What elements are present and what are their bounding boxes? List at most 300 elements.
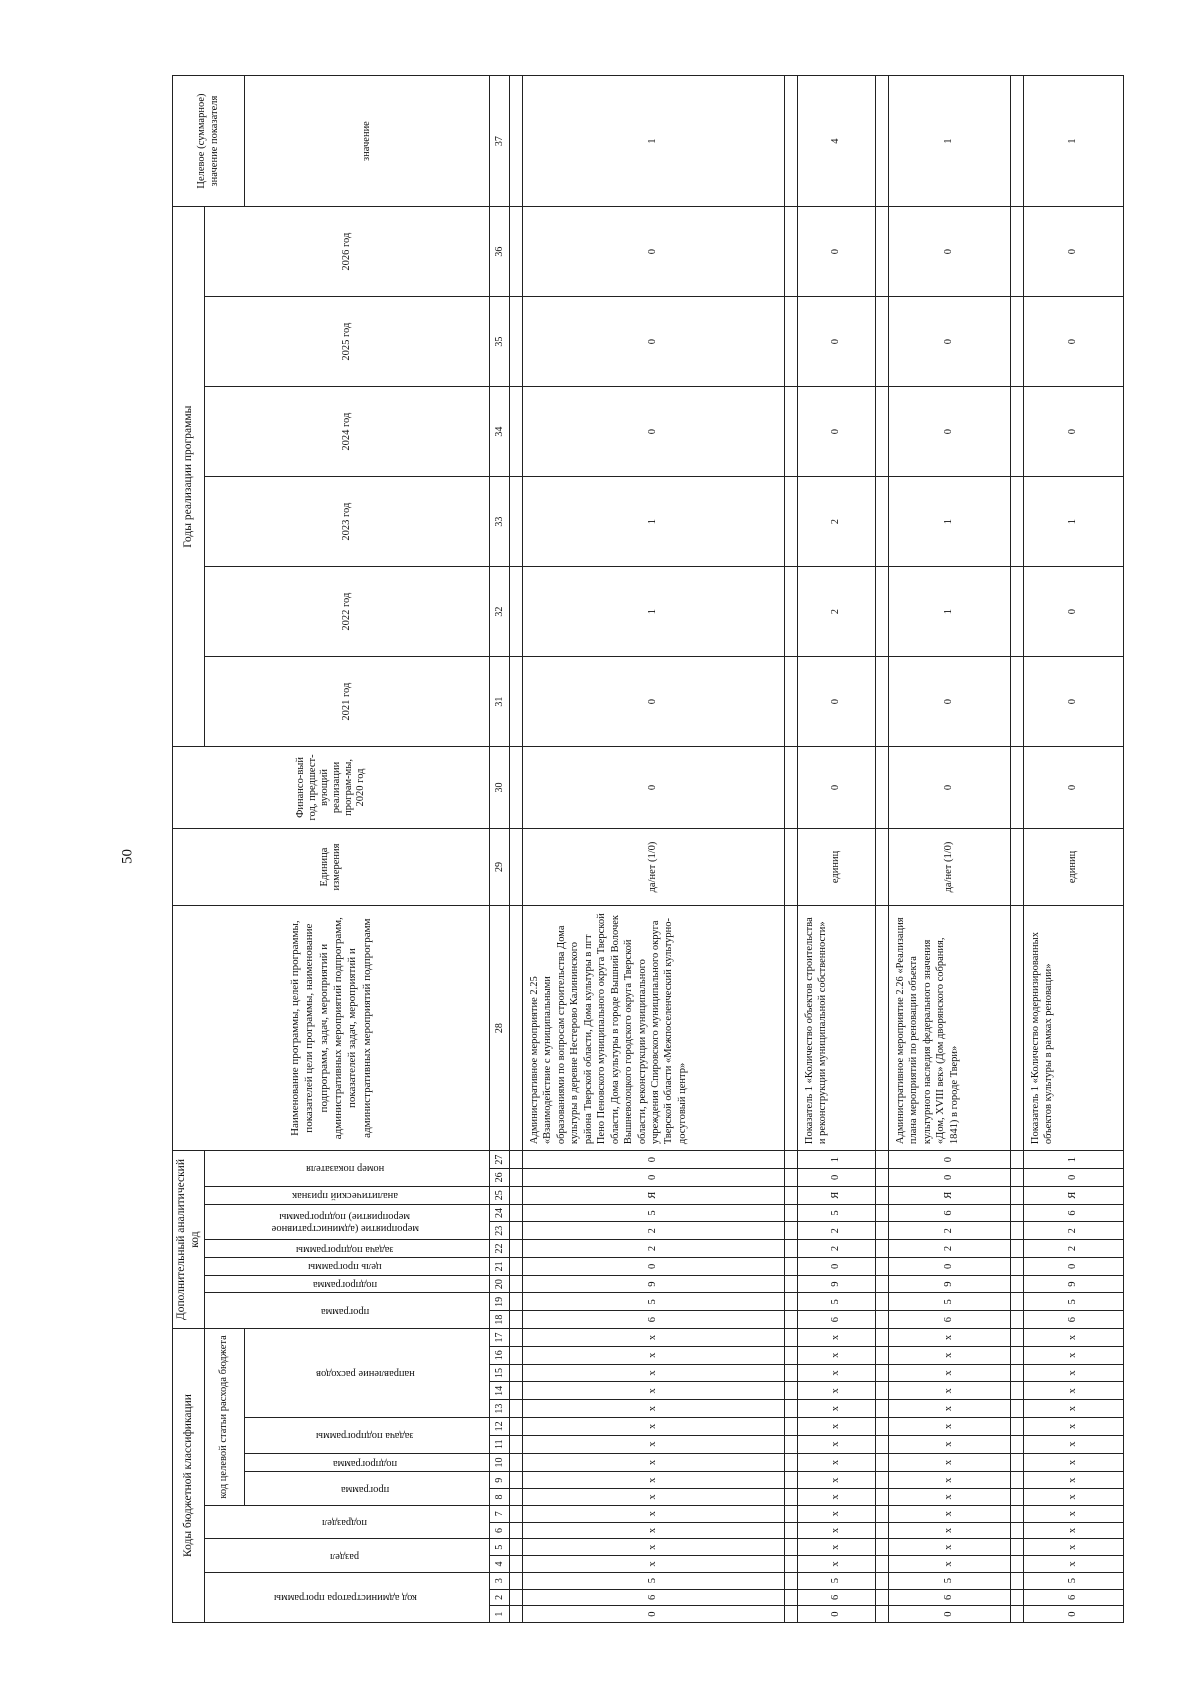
empty-cell [510, 747, 523, 829]
code-cell: x [1024, 1489, 1124, 1506]
empty-cell [1011, 1606, 1024, 1623]
code-cell: x [523, 1505, 785, 1522]
column-number: 31 [490, 657, 510, 747]
subprogram-header: подпрограмма [312, 1279, 378, 1291]
empty-cell [510, 1364, 523, 1382]
value-cell: 1 [523, 76, 785, 207]
value-cell: 0 [889, 747, 1011, 829]
empty-cell [1011, 657, 1024, 747]
target-value-header: значение [245, 76, 490, 207]
empty-cell [510, 1472, 523, 1489]
empty-cell [876, 1489, 889, 1506]
empty-cell [510, 76, 523, 207]
code-cell: 6 [798, 1311, 876, 1329]
empty-cell [876, 207, 889, 297]
value-cell: 0 [889, 207, 1011, 297]
code-cell: x [798, 1329, 876, 1347]
code-cell: x [1024, 1453, 1124, 1472]
code-cell: Я [798, 1186, 876, 1204]
empty-cell [1011, 828, 1024, 905]
code-cell: x [523, 1435, 785, 1453]
empty-cell [785, 1400, 798, 1418]
value-cell: 0 [523, 657, 785, 747]
code-cell: x [798, 1453, 876, 1472]
code-cell: 2 [1024, 1222, 1124, 1240]
column-number: 22 [490, 1240, 510, 1258]
code-cell: 9 [889, 1275, 1011, 1293]
value-cell: 2 [798, 477, 876, 567]
column-number: 25 [490, 1186, 510, 1204]
empty-cell [1011, 1489, 1024, 1506]
code-cell: 6 [1024, 1204, 1124, 1222]
code-cell: x [1024, 1364, 1124, 1382]
column-number: 5 [490, 1539, 510, 1556]
empty-cell [1011, 1151, 1024, 1169]
code-cell: x [523, 1556, 785, 1573]
code-cell: Я [1024, 1186, 1124, 1204]
empty-cell [876, 76, 889, 207]
empty-cell [1011, 1346, 1024, 1364]
empty-cell [785, 1489, 798, 1506]
empty-cell [785, 1169, 798, 1187]
value-cell: 1 [889, 76, 1011, 207]
code-cell: x [798, 1556, 876, 1573]
empty-cell [1011, 477, 1024, 567]
column-number: 10 [490, 1453, 510, 1472]
code-cell: x [889, 1453, 1011, 1472]
code-cell: 2 [798, 1240, 876, 1258]
empty-cell [785, 207, 798, 297]
empty-cell [510, 1539, 523, 1556]
empty-cell [510, 1204, 523, 1222]
code-cell: x [798, 1472, 876, 1489]
target-group-header: Целевое (суммарное) значение показателя [173, 76, 245, 207]
code-cell: 5 [798, 1204, 876, 1222]
empty-cell [1011, 1572, 1024, 1589]
empty-cell [876, 297, 889, 387]
code-cell: x [523, 1346, 785, 1364]
empty-cell [1011, 297, 1024, 387]
code-cell: x [1024, 1522, 1124, 1539]
code-cell: 0 [889, 1257, 1011, 1275]
empty-cell [785, 1222, 798, 1240]
code-cell: x [889, 1346, 1011, 1364]
unit-cell: единиц [1024, 828, 1124, 905]
empty-cell [510, 1606, 523, 1623]
item-name-cell: Административное мероприятие 2.26 «Реализация плана мероприятий по реновации объекта культурного наследия федерального значения «Дом, XVIII век» (Дом дворянского собрания, 1841) в городе Твери» [889, 906, 1011, 1151]
empty-cell [1011, 1453, 1024, 1472]
empty-cell [1011, 1364, 1024, 1382]
napravlenie-header: направление расходов [315, 1368, 415, 1380]
budget-codes-header: Коды бюджетной классификации [173, 1329, 205, 1623]
code-cell: 2 [889, 1240, 1011, 1258]
program-goal-header: цель программы [308, 1261, 382, 1273]
code-cell: 1 [1024, 1151, 1124, 1169]
code-cell: x [523, 1329, 785, 1347]
column-numbers-row [490, 76, 510, 1623]
empty-cell [510, 1400, 523, 1418]
value-cell: 0 [1024, 747, 1124, 829]
column-number: 24 [490, 1204, 510, 1222]
empty-cell [510, 207, 523, 297]
empty-cell [785, 1311, 798, 1329]
empty-cell [510, 1169, 523, 1187]
empty-cell [876, 1169, 889, 1187]
code-cell: x [889, 1329, 1011, 1347]
column-number: 35 [490, 297, 510, 387]
code-cell: 6 [523, 1311, 785, 1329]
empty-cell [510, 567, 523, 657]
empty-cell [510, 1522, 523, 1539]
column-number: 7 [490, 1505, 510, 1522]
empty-cell [1011, 1222, 1024, 1240]
empty-cell [876, 1418, 889, 1436]
code-cell: x [798, 1400, 876, 1418]
code-cell: 9 [798, 1275, 876, 1293]
empty-cell [876, 1539, 889, 1556]
value-cell: 1 [1024, 76, 1124, 207]
empty-cell [510, 1275, 523, 1293]
empty-cell [1011, 1257, 1024, 1275]
code-cell: x [889, 1400, 1011, 1418]
code-cell: 6 [523, 1589, 785, 1606]
empty-cell [510, 1257, 523, 1275]
empty-cell [510, 1589, 523, 1606]
value-cell: 1 [1024, 477, 1124, 567]
year-2024-header: 2024 год [205, 387, 490, 477]
column-number: 27 [490, 1151, 510, 1169]
empty-cell [876, 828, 889, 905]
empty-cell [1011, 747, 1024, 829]
code-cell: 6 [889, 1589, 1011, 1606]
empty-cell [510, 1418, 523, 1436]
column-number: 13 [490, 1400, 510, 1418]
empty-cell [785, 1505, 798, 1522]
years-group-header: Годы реализации программы [173, 207, 205, 747]
empty-cell [1011, 1556, 1024, 1573]
item-name-cell: Показатель 1 «Количество модернизированных объектов культуры в рамках реновации» [1024, 906, 1124, 1151]
column-number: 19 [490, 1293, 510, 1311]
code-cell: x [1024, 1435, 1124, 1453]
empty-cell [785, 828, 798, 905]
empty-cell [785, 297, 798, 387]
empty-cell [785, 1472, 798, 1489]
value-cell: 0 [798, 387, 876, 477]
empty-cell [510, 1186, 523, 1204]
empty-cell [785, 387, 798, 477]
column-number: 29 [490, 828, 510, 905]
empty-cell [876, 1505, 889, 1522]
unit-cell: да/нет (1/0) [889, 828, 1011, 905]
empty-cell [785, 1293, 798, 1311]
empty-cell [876, 1240, 889, 1258]
table-row [523, 76, 785, 1623]
value-cell: 0 [798, 207, 876, 297]
code-cell: 5 [889, 1293, 1011, 1311]
year-2022-header: 2022 год [205, 567, 490, 657]
code-cell: 0 [1024, 1257, 1124, 1275]
code-cell: 2 [523, 1222, 785, 1240]
empty-cell [510, 1572, 523, 1589]
empty-cell [876, 1522, 889, 1539]
code-cell: 0 [889, 1606, 1011, 1623]
empty-cell [876, 567, 889, 657]
code-cell: 5 [523, 1293, 785, 1311]
value-cell: 1 [523, 477, 785, 567]
unit-cell: да/нет (1/0) [523, 828, 785, 905]
table-row [889, 76, 1011, 1623]
code-cell: x [798, 1505, 876, 1522]
row-separator [785, 76, 798, 1623]
analytic-sign-header: аналитический признак [291, 1190, 398, 1202]
code-cell: x [523, 1382, 785, 1400]
empty-cell [876, 1556, 889, 1573]
code-cell: x [1024, 1556, 1124, 1573]
empty-cell [1011, 1418, 1024, 1436]
value-cell: 0 [1024, 567, 1124, 657]
value-cell: 0 [889, 657, 1011, 747]
empty-cell [876, 1572, 889, 1589]
column-number: 33 [490, 477, 510, 567]
code-cell: x [798, 1418, 876, 1436]
empty-cell [876, 1293, 889, 1311]
code-cell: x [889, 1522, 1011, 1539]
code-cell: x [523, 1418, 785, 1436]
code-cell: x [523, 1489, 785, 1506]
code-cell: 6 [889, 1311, 1011, 1329]
program-header: программа [320, 1305, 370, 1317]
empty-cell [510, 828, 523, 905]
empty-cell [510, 387, 523, 477]
empty-cell [785, 1186, 798, 1204]
empty-cell [876, 1329, 889, 1347]
column-number: 3 [490, 1572, 510, 1589]
empty-cell [510, 1505, 523, 1522]
empty-cell [785, 1539, 798, 1556]
indicator-table [172, 75, 1124, 1623]
code-cell: x [1024, 1346, 1124, 1364]
code-cell: 0 [889, 1151, 1011, 1169]
code-cell: x [798, 1346, 876, 1364]
code-cell: 5 [1024, 1293, 1124, 1311]
empty-cell [785, 1606, 798, 1623]
empty-cell [876, 1589, 889, 1606]
code-cell: x [889, 1364, 1011, 1382]
subprogram-task-header: задача подпрограммы [296, 1243, 394, 1255]
code-cell: x [798, 1522, 876, 1539]
item-name-cell: Показатель 1 «Количество объектов строительства и реконструкции муниципальной собственности» [798, 906, 876, 1151]
column-number: 28 [490, 906, 510, 1151]
empty-cell [785, 747, 798, 829]
target-article-header: код целевой статьи расхода бюджета [205, 1329, 245, 1506]
event-header: мероприятие (административное мероприятие) подпрограммы [271, 1210, 419, 1234]
admin-code-header: код администратора программы [273, 1592, 417, 1604]
empty-cell [1011, 1382, 1024, 1400]
column-number: 16 [490, 1346, 510, 1364]
code-cell: 1 [798, 1151, 876, 1169]
column-number: 9 [490, 1472, 510, 1489]
code-cell: Я [889, 1186, 1011, 1204]
empty-cell [876, 1311, 889, 1329]
column-number: 2 [490, 1589, 510, 1606]
year-2023-header: 2023 год [205, 477, 490, 567]
column-number: 17 [490, 1329, 510, 1347]
empty-cell [510, 1293, 523, 1311]
empty-cell [785, 657, 798, 747]
podprogramma-header: подпрограмма [332, 1457, 398, 1469]
empty-cell [785, 1556, 798, 1573]
code-cell: 2 [798, 1222, 876, 1240]
empty-cell [785, 1346, 798, 1364]
code-cell: 5 [523, 1572, 785, 1589]
column-number: 30 [490, 747, 510, 829]
empty-cell [785, 1418, 798, 1436]
empty-cell [510, 1222, 523, 1240]
empty-cell [785, 1240, 798, 1258]
empty-cell [785, 906, 798, 1151]
year-2021-header: 2021 год [205, 657, 490, 747]
row-separator [876, 76, 889, 1623]
code-cell: x [1024, 1472, 1124, 1489]
column-number: 36 [490, 207, 510, 297]
value-cell: 1 [889, 567, 1011, 657]
code-cell: 5 [798, 1293, 876, 1311]
podrazdel-header: подраздел [322, 1517, 368, 1529]
empty-cell [510, 1556, 523, 1573]
code-cell: 2 [1024, 1240, 1124, 1258]
value-cell: 0 [523, 297, 785, 387]
empty-cell [510, 1329, 523, 1347]
empty-cell [785, 1257, 798, 1275]
empty-cell [1011, 1539, 1024, 1556]
empty-cell [785, 76, 798, 207]
empty-cell [510, 1240, 523, 1258]
empty-cell [876, 1435, 889, 1453]
code-cell: 9 [523, 1275, 785, 1293]
value-cell: 1 [889, 477, 1011, 567]
value-cell: 0 [1024, 207, 1124, 297]
code-cell: x [889, 1489, 1011, 1506]
empty-cell [1011, 1589, 1024, 1606]
empty-cell [1011, 1311, 1024, 1329]
empty-cell [876, 1257, 889, 1275]
code-cell: 2 [523, 1240, 785, 1258]
code-cell: 6 [1024, 1311, 1124, 1329]
value-cell: 4 [798, 76, 876, 207]
empty-cell [876, 1275, 889, 1293]
empty-cell [510, 657, 523, 747]
page-number: 50 [119, 849, 136, 864]
value-cell: 0 [523, 747, 785, 829]
value-cell: 0 [1024, 657, 1124, 747]
code-cell: x [523, 1472, 785, 1489]
fin-year-column-header: Финансо-вый год, предшест-вующий реализации програм-мы, 2020 год [173, 747, 490, 829]
empty-cell [1011, 1505, 1024, 1522]
empty-cell [510, 477, 523, 567]
name-column-header: Наименование программы, целей программы, показателей цели программы, наименование подпрограмм, задач, мероприятий и административных мероприятий подпрограмм, показателей задач, мероприятий и административных мероприятий подпрограмм [173, 906, 490, 1151]
empty-cell [510, 906, 523, 1151]
column-number: 1 [490, 1606, 510, 1623]
code-cell: 6 [798, 1589, 876, 1606]
empty-cell [785, 1453, 798, 1472]
unit-column-header: Единица измерения [173, 828, 490, 905]
empty-cell [785, 1435, 798, 1453]
column-number: 20 [490, 1275, 510, 1293]
unit-cell: единиц [798, 828, 876, 905]
value-cell: 1 [523, 567, 785, 657]
column-number: 15 [490, 1364, 510, 1382]
empty-cell [876, 906, 889, 1151]
year-2026-header: 2026 год [205, 207, 490, 297]
column-number: 23 [490, 1222, 510, 1240]
empty-cell [1011, 207, 1024, 297]
empty-cell [510, 1489, 523, 1506]
empty-cell [785, 1204, 798, 1222]
code-cell: 0 [798, 1606, 876, 1623]
empty-cell [785, 1329, 798, 1347]
code-cell: x [523, 1400, 785, 1418]
empty-cell [876, 1186, 889, 1204]
empty-cell [876, 657, 889, 747]
column-number: 8 [490, 1489, 510, 1506]
empty-cell [510, 1453, 523, 1472]
code-cell: x [1024, 1329, 1124, 1347]
zadacha-header: задача подпрограммы [316, 1430, 414, 1442]
empty-cell [1011, 387, 1024, 477]
code-cell: x [523, 1364, 785, 1382]
code-cell: x [1024, 1382, 1124, 1400]
value-cell: 0 [798, 657, 876, 747]
empty-cell [1011, 1204, 1024, 1222]
code-cell: x [523, 1453, 785, 1472]
code-cell: x [523, 1539, 785, 1556]
programma-header: программа [340, 1483, 390, 1495]
empty-cell [876, 1346, 889, 1364]
value-cell: 0 [798, 297, 876, 387]
empty-cell [876, 747, 889, 829]
code-cell: x [889, 1382, 1011, 1400]
empty-cell [510, 1382, 523, 1400]
column-number: 14 [490, 1382, 510, 1400]
code-cell: x [798, 1382, 876, 1400]
empty-cell [876, 1453, 889, 1472]
code-cell: 2 [889, 1222, 1011, 1240]
empty-cell [785, 1275, 798, 1293]
column-number: 34 [490, 387, 510, 477]
value-cell: 0 [523, 207, 785, 297]
empty-cell [1011, 1400, 1024, 1418]
column-number: 37 [490, 76, 510, 207]
razdel-header: раздел [330, 1550, 360, 1562]
code-cell: x [798, 1364, 876, 1382]
code-cell: x [1024, 1418, 1124, 1436]
empty-cell [785, 1364, 798, 1382]
empty-cell [510, 297, 523, 387]
empty-cell [1011, 906, 1024, 1151]
item-name-cell: Административное мероприятие 2.25 «Взаимодействие с муниципальными образованиями по вопросам строительства Дома культуры в деревне Нестерово Калининского района Тверской области, Дома культуры в пгт Пено Пеновского муниципального округа Тверской области, Дома культуры в городе Вышний Волочек Вышневолоцкого городского округа Тверской области, реконструкции муниципального учреждения Спировского муниципального округа Тверской области «Межпоселенческий культурно-досуговый центр» [523, 906, 785, 1151]
empty-cell [876, 1400, 889, 1418]
column-number: 4 [490, 1556, 510, 1573]
code-cell: 9 [1024, 1275, 1124, 1293]
table-row [1024, 76, 1124, 1623]
empty-cell [876, 1382, 889, 1400]
empty-cell [510, 1151, 523, 1169]
value-cell: 0 [1024, 297, 1124, 387]
empty-cell [510, 1346, 523, 1364]
empty-cell [785, 477, 798, 567]
empty-cell [1011, 1522, 1024, 1539]
code-cell: x [798, 1435, 876, 1453]
